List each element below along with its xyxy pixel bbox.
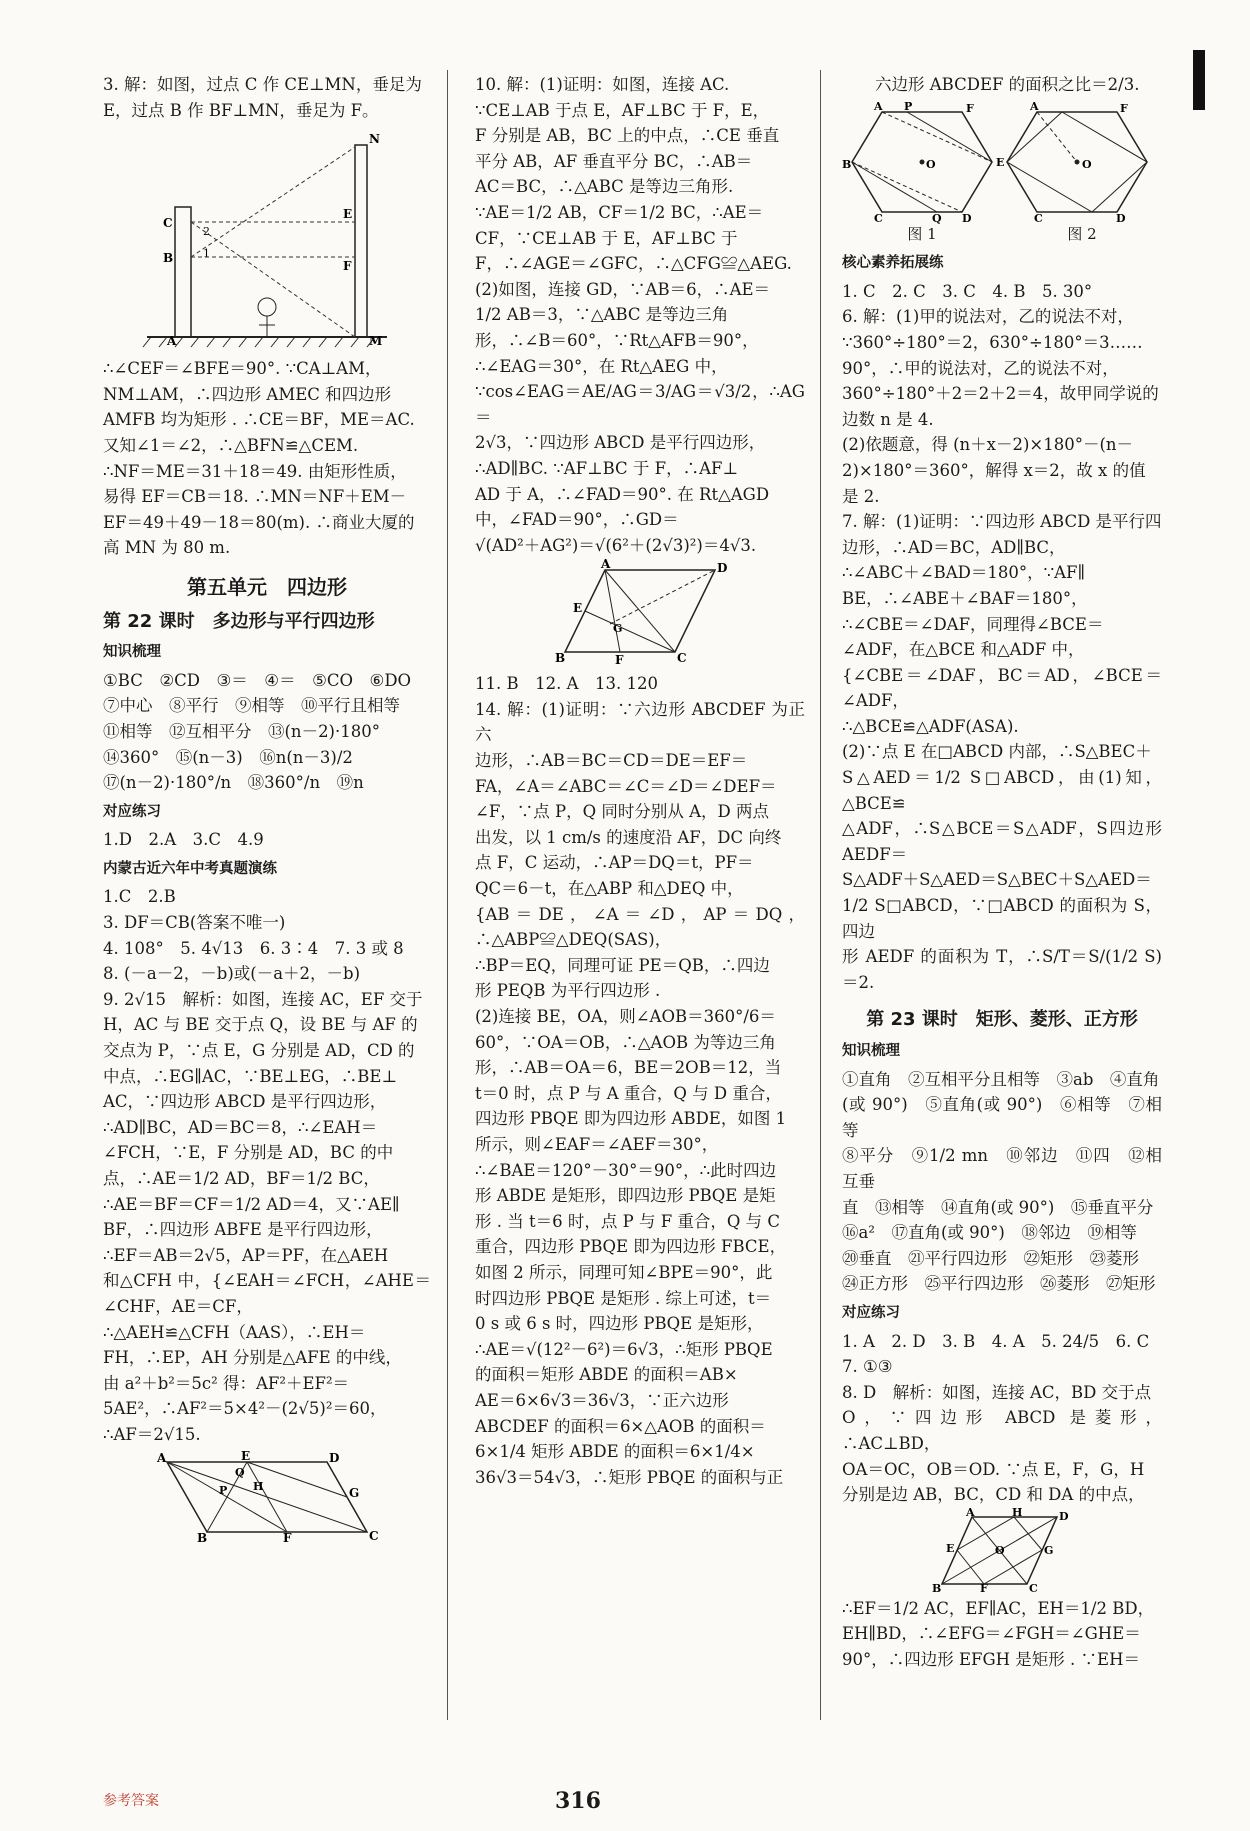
answer-line: 1.C 2.B (103, 887, 176, 907)
q7-line: ∴△BCE≌△ADF(ASA). (842, 716, 1019, 736)
q9-line: ∴EF＝AB＝2√5，AP＝PF，在△AEH (103, 1245, 389, 1265)
q10-line: 10. 解：(1)证明：如图，连接 AC. (475, 75, 730, 94)
q9-line: AC，∵四边形 ABCD 是平行四边形， (103, 1092, 387, 1112)
parallelogram-diagram-q10 (555, 557, 728, 668)
svg-text:B: B (163, 251, 174, 266)
lesson-title: 第 23 课时 矩形、菱形、正方形 (866, 1009, 1138, 1031)
q14-line: FA，∠A＝∠ABC＝∠C＝∠D＝∠DEF＝ (475, 776, 777, 796)
q14-line: 点 F，C 运动，∴AP＝DQ＝t，PF＝ (475, 853, 754, 873)
svg-text:A: A (1030, 99, 1039, 113)
q10-line: F 分别是 AB，BC 上的中点，∴CE 垂直 (475, 126, 780, 146)
svg-text:Q: Q (932, 211, 942, 225)
q14-line: 0 s 或 6 s 时，四边形 PBQE 是矩形， (475, 1314, 764, 1334)
svg-text:E: E (996, 155, 1005, 169)
figure-2-caption: 图 2 (1067, 224, 1097, 243)
q9-line: ∠FCH，∵E，F 分别是 AD，BC 的中 (103, 1143, 394, 1163)
q14-line: ∠F，∵点 P，Q 同时分别从 A，D 两点 (475, 802, 770, 822)
q8-line: 分别是边 AB，BC，CD 和 DA 的中点， (842, 1485, 1145, 1505)
svg-text:A: A (966, 1505, 975, 1519)
q3-solution: 高 MN 为 80 m. (103, 538, 231, 558)
q14-line: 如图 2 所示，同理可知∠BPE＝90°，此 (475, 1262, 773, 1282)
q9-line: BF，∴四边形 ABFE 是平行四边形， (103, 1220, 383, 1240)
q14-line: AE＝6×6√3＝36√3，∵正六边形 (475, 1390, 729, 1410)
q14-line: 四边形 PBQE 即为四边形 ABDE，如图 1 (475, 1109, 787, 1129)
svg-text:D: D (329, 1450, 340, 1465)
rhombus-diagram-q8 (932, 1505, 1072, 1595)
q14-line: ∴AE＝√(12²－6²)＝6√3，∴矩形 PBQE (475, 1339, 773, 1359)
q3-solution: 又知∠1＝∠2，∴△BFN≌△CEM. (103, 435, 359, 455)
answer-line: 3. DF＝CB(答案不唯一) (103, 913, 286, 933)
q14-line: 形 ABDE 是矩形，即四边形 PBQE 是矩 (475, 1186, 776, 1206)
svg-text:H: H (1012, 1505, 1023, 1519)
q7-line: (2)∵点 E 在□ABCD 内部，∴S△BEC＋ (842, 742, 1152, 762)
q3-solution: 易得 EF＝CB＝18. ∴MN＝NF＋EM－ (103, 487, 407, 507)
q3-solution: EF＝49＋49－18＝80(m). ∴商业大厦的 (103, 512, 415, 532)
lesson-title: 第 22 课时 多边形与平行四边形 (103, 610, 375, 632)
answer-line: 11. B 12. A 13. 120 (475, 674, 658, 694)
svg-text:N: N (369, 132, 380, 147)
svg-text:C: C (1029, 1581, 1038, 1595)
q10-line: 形，∴∠B＝60°，∵Rt△AFB＝90°， (475, 330, 759, 350)
knowledge-line: ①直角 ②互相平分且相等 ③ab ④直角 (842, 1069, 1160, 1089)
footer-tag: 参考答案 (103, 1793, 159, 1809)
q7-line: ∴∠CBE＝∠DAF，同理得∠BCE＝ (842, 614, 1104, 634)
column-2 (475, 72, 805, 1490)
q3-line: 3. 解：如图，过点 C 作 CE⊥MN，垂足为 (103, 75, 422, 94)
q10-line: ∵cos∠EAG＝AE/AG＝3/AG＝√3/2，∴AG＝ (475, 382, 805, 427)
q10-line: ∴AD∥BC. ∵AF⊥BC 于 F，∴AF⊥ (475, 458, 738, 478)
svg-text:O: O (1082, 157, 1092, 171)
knowledge-line: ㉔正方形 ㉕平行四边形 ㉖菱形 ㉗矩形 (842, 1274, 1156, 1294)
q10-line: ∵CE⊥AB 于点 E，AF⊥BC 于 F，E， (475, 100, 770, 120)
svg-text:E: E (343, 207, 353, 222)
q14-line: ∴∠BAE＝120°－30°＝90°，∴此时四边 (475, 1160, 777, 1180)
q7-line: ∴∠ABC＋∠BAD＝180°，∵AF∥ (842, 563, 1086, 583)
svg-text:G: G (349, 1485, 360, 1500)
q9-line: FH，∴EP，AH 分别是△AFE 的中线， (103, 1348, 402, 1368)
q14-line: 14. 解：(1)证明：∵六边形 ABCDEF 为正六 (475, 699, 805, 745)
svg-text:A: A (601, 557, 611, 572)
q7-line: 边形，∴AD＝BC，AD∥BC， (842, 537, 1066, 557)
parallelogram-diagram-q9 (157, 1448, 379, 1545)
q10-line: AD 于 A，∴∠FAD＝90°. 在 Rt△AGD (475, 484, 770, 504)
q3-line: E，过点 B 作 BF⊥MN，垂足为 F。 (103, 100, 379, 120)
q6-line: (2)依题意，得 (n＋x－2)×180°－(n－ (842, 435, 1134, 455)
answer-line: 8. (－a－2，－b)或(－a＋2，－b) (103, 964, 361, 984)
q14-line: QC＝6－t，在△ABP 和△DEQ 中， (475, 879, 744, 899)
svg-text:2: 2 (203, 225, 210, 239)
svg-text:A: A (157, 1450, 167, 1465)
q7-line: S△AED＝1/2 S□ABCD，由(1)知，△BCE≌ (842, 768, 1162, 813)
q10-line: (2)如图，连接 GD，∵AB＝6，∴AE＝ (475, 279, 771, 299)
svg-text:F: F (343, 259, 352, 274)
building-diagram (137, 127, 397, 352)
q6-line: 边数 n 是 4. (842, 409, 934, 429)
q10-line: ∴∠EAG＝30°，在 Rt△AEG 中， (475, 356, 728, 376)
svg-text:F: F (283, 1530, 292, 1545)
q10-line: 中，∠FAD＝90°，∴GD＝ (475, 510, 679, 530)
q9-line: 交点为 P，∵点 E，G 分别是 AD，CD 的 (103, 1041, 415, 1061)
knowledge-line: ⑭360° ⑮(n－3) ⑯n(n－3)/2 (103, 747, 353, 767)
q14-line: 60°，∵OA＝OB，∴△AOB 为等边三角 (475, 1032, 776, 1052)
q3-solution: NM⊥AM，∴四边形 AMEC 和四边形 (103, 384, 392, 404)
q9-line: 和△CFH 中，{∠EAH＝∠FCH，∠AHE＝∠CHF，AE＝CF， (103, 1271, 431, 1316)
svg-text:B: B (197, 1530, 208, 1545)
q14-line: {AB＝DE，∠A＝∠D，AP＝DQ，∴△ABP≌△DEQ(SAS)， (475, 904, 805, 950)
q9-line: 由 a²＋b²＝5c² 得：AF²＋EF²＝ (103, 1373, 350, 1393)
svg-text:H: H (253, 1479, 264, 1493)
unit-title: 第五单元 四边形 (187, 574, 347, 599)
section-heading: 对应练习 (842, 1304, 900, 1321)
svg-text:M: M (369, 334, 383, 349)
q3-solution: ∴NF＝ME＝31＋18＝49. 由矩形性质， (103, 461, 407, 481)
q10-line: 平分 AB，AF 垂直平分 BC，∴AB＝ (475, 151, 753, 171)
svg-text:D: D (1059, 1509, 1069, 1523)
column-3 (842, 72, 1162, 1672)
q9-line: 5AE²，∴AF²＝5×4²－(2√5)²＝60， (103, 1399, 387, 1419)
q9-line: 中点，∴EG∥AC，∵BE⊥EG，∴BE⊥ (103, 1066, 397, 1086)
page-number: 316 (555, 1788, 601, 1814)
svg-text:P: P (904, 99, 913, 113)
q14-line: 6×1/4 矩形 ABDE 的面积＝6×1/4× (475, 1442, 755, 1462)
q7-line: 7. 解：(1)证明：∵四边形 ABCD 是平行四 (842, 512, 1162, 532)
knowledge-line: ⑦中心 ⑧平行 ⑨相等 ⑩平行且相等 (103, 696, 400, 716)
column-1 (103, 72, 431, 1546)
q10-line: 1/2 AB＝3，∵△ABC 是等边三角 (475, 305, 729, 325)
svg-text:F: F (966, 101, 974, 115)
page-corner-mark (1193, 50, 1205, 110)
svg-text:C: C (677, 651, 687, 666)
answer-line: 1.D 2.A 3.C 4.9 (103, 830, 264, 850)
answer-line: 4. 108° 5. 4√13 6. 3∶4 7. 3 或 8 (103, 938, 404, 958)
q8-line: O，∵四边形 ABCD 是菱形，∴AC⊥BD， (842, 1408, 1162, 1453)
q9-line: H，AC 与 BE 交于点 Q，设 BE 与 AF 的 (103, 1015, 418, 1035)
section-heading: 内蒙古近六年中考真题演练 (103, 860, 277, 877)
q14-line: (2)连接 BE，OA，则∠AOB＝360°/6＝ (475, 1007, 776, 1026)
svg-text:C: C (1034, 211, 1043, 225)
svg-text:D: D (717, 561, 728, 576)
q6-line: 6. 解：(1)甲的说法对，乙的说法不对， (842, 307, 1134, 327)
q7-line: {∠CBE＝∠DAF，BC＝AD，∠BCE＝∠ADF， (842, 665, 1162, 711)
q14-line: 形 . 当 t＝6 时，点 P 与 F 重合，Q 与 C (475, 1211, 781, 1231)
knowledge-line: ⑰(n－2)·180°/n ⑱360°/n ⑲n (103, 773, 364, 793)
column-divider-2 (820, 70, 821, 1720)
q14-line: 形，∴AB＝OA＝6，BE＝2OB＝12，当 (475, 1058, 782, 1078)
section-heading: 知识梳理 (103, 644, 161, 661)
q10-line: AC＝BC，∴△ABC 是等边三角形. (475, 177, 734, 197)
q14-line: 所示，则∠EAF＝∠AEF＝30°， (475, 1134, 719, 1154)
answer-line: 1. C 2. C 3. C 4. B 5. 30° (842, 281, 1093, 301)
svg-text:G: G (1044, 1543, 1054, 1557)
q14-line: 形 PEQB 为平行四边形 . (475, 981, 661, 1001)
q7-line: ∠ADF，在△BCE 和△ADF 中， (842, 640, 1085, 660)
q7-line: 1/2 S□ABCD，∵□ABCD 的面积为 S，四边 (842, 896, 1162, 941)
hexagon-figures (842, 99, 1152, 225)
q14-continued: 六边形 ABCDEF 的面积之比＝2/3. (875, 75, 1140, 94)
svg-text:O: O (926, 157, 936, 171)
svg-text:C: C (163, 216, 173, 231)
svg-text:A: A (167, 334, 177, 349)
q3-solution: ∴∠CEF＝∠BFE＝90°. ∵CA⊥AM， (103, 359, 382, 379)
svg-text:B: B (555, 651, 566, 666)
svg-text:G: G (613, 622, 623, 636)
section-heading: 对应练习 (103, 803, 161, 820)
q14-line: 36√3＝54√3，∴矩形 PBQE 的面积与正 (475, 1467, 784, 1487)
knowledge-line: (或 90°) ⑤直角(或 90°) ⑥相等 ⑦相等 (842, 1095, 1162, 1140)
q3-solution: AMFB 均为矩形 . ∴CE＝BF，ME＝AC. (103, 410, 415, 430)
knowledge-line: ⑪相等 ⑫互相平分 ⑬(n－2)·180° (103, 721, 380, 741)
knowledge-line: ①BC ②CD ③＝ ④＝ ⑤CO ⑥DO (103, 670, 412, 690)
q14-line: ∴BP＝EQ，同理可证 PE＝QB，∴四边 (475, 955, 770, 975)
q6-line: 90°，∴甲的说法对，乙的说法不对， (842, 358, 1119, 378)
svg-text:1: 1 (203, 247, 210, 261)
q10-line: √(AD²＋AG²)＝√(6²＋(2√3)²)＝4√3. (475, 535, 757, 555)
svg-text:C: C (369, 1528, 379, 1543)
section-heading: 核心素养拓展练 (842, 255, 944, 272)
q9-line: ∴AD∥BC，AD＝BC＝8，∴∠EAH＝ (103, 1117, 378, 1137)
q9-line: ∴AF＝2√15. (103, 1424, 201, 1444)
svg-text:D: D (1116, 211, 1126, 225)
q8-solution: 90°，∴四边形 EFGH 是矩形 . ∵EH＝ (842, 1649, 1140, 1669)
svg-text:C: C (874, 211, 883, 225)
q7-line: BE，∴∠ABE＋∠BAF＝180°， (842, 588, 1088, 608)
q14-line: ABCDEF 的面积＝6×△AOB 的面积＝ (475, 1416, 766, 1436)
q10-line: ∵AE＝1/2 AB，CF＝1/2 BC，∴AE＝ (475, 202, 764, 222)
q8-line: 8. D 解析：如图，连接 AC，BD 交于点 (842, 1382, 1152, 1402)
q8-solution: ∴EF＝1/2 AC，EF∥AC，EH＝1/2 BD， (842, 1598, 1155, 1618)
knowledge-line: 直 ⑬相等 ⑭直角(或 90°) ⑮垂直平分 (842, 1197, 1154, 1217)
knowledge-line: ⑧平分 ⑨1/2 mn ⑩邻边 ⑪四 ⑫相互垂 (842, 1146, 1162, 1191)
q7-line: 形 AEDF 的面积为 T，∴S/T＝S/(1/2 S)＝2. (842, 947, 1162, 992)
q14-line: t＝0 时，点 P 与 A 重合，Q 与 D 重合， (475, 1083, 782, 1103)
svg-text:F: F (1120, 101, 1128, 115)
svg-text:A: A (874, 99, 883, 113)
answer-line: 7. ①③ (842, 1357, 893, 1377)
q8-solution: EH∥BD，∴∠EFG＝∠FGH＝∠GHE＝ (842, 1624, 1141, 1644)
svg-text:Q: Q (235, 1465, 245, 1479)
q9-line: ∴△AEH≌△CFH（AAS），∴EH＝ (103, 1322, 366, 1342)
q7-line: S△ADF＋S△AED＝S△BEC＋S△AED＝ (842, 870, 1152, 890)
q14-line: 出发，以 1 cm/s 的速度沿 AF，DC 向终 (475, 827, 782, 847)
svg-text:F: F (615, 653, 624, 668)
column-divider-1 (447, 70, 448, 1720)
q14-line: 的面积＝矩形 ABDE 的面积＝AB× (475, 1365, 738, 1385)
svg-text:E: E (573, 601, 583, 616)
q9-line: 9. 2√15 解析：如图，连接 AC，EF 交于 (103, 989, 423, 1009)
svg-text:E: E (946, 1541, 955, 1555)
q8-line: OA＝OC，OB＝OD. ∵点 E，F，G，H (842, 1459, 1145, 1479)
q14-line: 重合，四边形 PBQE 即为四边形 FBCE， (475, 1237, 787, 1257)
svg-text:B: B (932, 1581, 942, 1595)
q6-line: ∵360°÷180°＝2，630°÷180°＝3…… (842, 332, 1143, 352)
q14-line: 边形，∴AB＝BC＝CD＝DE＝EF＝ (475, 751, 748, 771)
q6-line: 2)×180°＝360°，解得 x＝2，故 x 的值 (842, 460, 1146, 480)
section-heading: 知识梳理 (842, 1043, 900, 1059)
q10-line: CF，∵CE⊥AB 于 E，AF⊥BC 于 (475, 228, 738, 248)
knowledge-line: ⑯a² ⑰直角(或 90°) ⑱邻边 ⑲相等 (842, 1223, 1137, 1243)
svg-text:B: B (842, 157, 852, 171)
q6-line: 是 2. (842, 486, 880, 506)
q10-line: F，∴∠AGE＝∠GFC，∴△CFG≌△AEG. (475, 254, 792, 274)
svg-text:E: E (241, 1448, 251, 1463)
svg-text:P: P (219, 1483, 228, 1497)
svg-text:F: F (980, 1581, 988, 1595)
svg-text:D: D (962, 211, 972, 225)
q14-line: 时四边形 PBQE 是矩形 . 综上可述，t＝ (475, 1288, 772, 1308)
q6-line: 360°÷180°＋2＝2＋2＝4，故甲同学说的 (842, 384, 1159, 404)
figure-1-caption: 图 1 (907, 224, 937, 243)
answer-line: 1. A 2. D 3. B 4. A 5. 24/5 6. C (842, 1331, 1150, 1351)
svg-text:O: O (995, 1543, 1005, 1557)
knowledge-line: ⑳垂直 ㉑平行四边形 ㉒矩形 ㉓菱形 (842, 1248, 1139, 1268)
q9-line: ∴AE＝BF＝CF＝1/2 AD＝4，又∵AE∥ (103, 1194, 400, 1214)
q9-line: 点，∴AE＝1/2 AD，BF＝1/2 BC， (103, 1169, 380, 1188)
q7-line: △ADF，∴S△BCE＝S△ADF，S四边形AEDF＝ (842, 819, 1162, 864)
q10-line: 2√3，∵四边形 ABCD 是平行四边形， (475, 433, 766, 453)
